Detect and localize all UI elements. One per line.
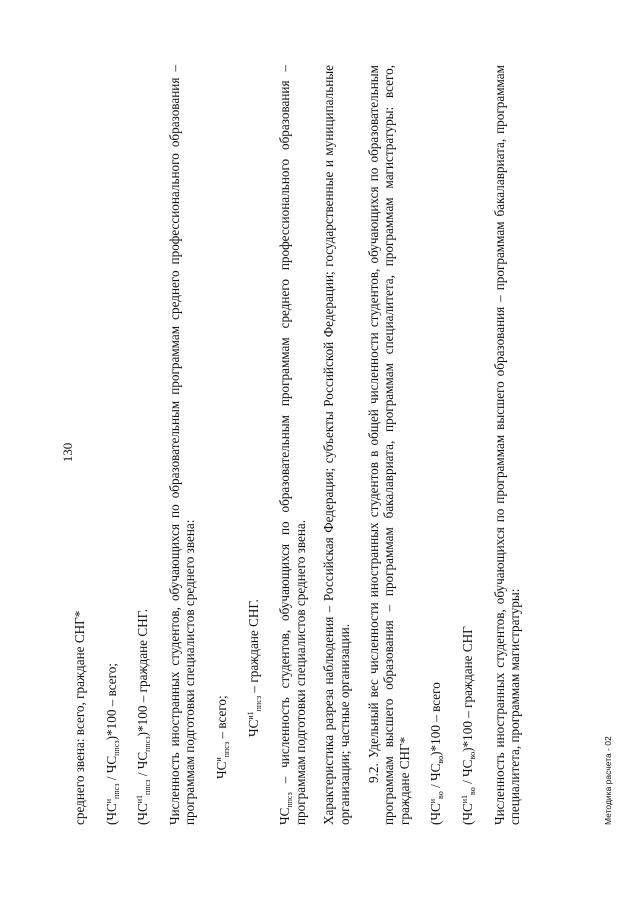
paragraph-foreign-students-vo: Численность иностранных студентов, обучающихся по программам высшего образования – программам бакалавриата, программам специалитета, программам магистратуры: (491, 65, 523, 825)
page-footer: Методика расчета - 02 (603, 736, 613, 825)
paragraph-intro-line: среднего звена: всего, граждане СНГ* (72, 610, 87, 825)
page-number: 130 (60, 442, 75, 463)
formula-total-vo: $(ЧС^и_{во} / ЧС_{во})*100$ – всего (428, 682, 446, 825)
paragraph-observation-breakdown: Характеристика разреза наблюдения – Российская Федерация; субъекты Российской Федерации; государственные и муниципальные организации; частные организации. (321, 65, 352, 825)
formula-total-ppsz: $(ЧС^и_{ппсз} / ЧС_{ппсз})*100$ – всего; (103, 663, 121, 825)
document-body (72, 65, 523, 825)
formula-cis-vo: $(ЧС^{и1}_{во} / ЧС_{во})*100$ – граждане СНГ (459, 626, 477, 825)
paragraph-section-9-2: 9.2. Удельный вес численности иностранных студентов в общей численности студентов, обучающихся по образовательным программам высшего образования – программам бакалавриата, программам специалитета, программам магистратуры: всего, граждане СНГ* (365, 65, 412, 825)
formula-cis-ppsz: $(ЧС^{и1}_{ппсз} / ЧС_{ппсз})*100$ – граждане СНГ. (135, 608, 153, 825)
formula-foreign-total-ppsz: $ЧС^и_{ппсз}$ – всего; (213, 695, 231, 779)
paragraph-students-ppsz-definition: $ЧС_{ппсз}$ – численность студентов, обучающихся по образовательным программам среднего профессионального образования – программам подготовки специалистов среднего звена. (277, 65, 308, 825)
formula-foreign-cis-ppsz: $ЧС^{и1}_{ппсз}$ – граждане СНГ. (245, 599, 263, 737)
paragraph-foreign-students-ppsz: Численность иностранных студентов, обучающихся по образовательным программам среднего профессионального образования – программам подготовки специалистов среднего звена: (166, 65, 198, 825)
